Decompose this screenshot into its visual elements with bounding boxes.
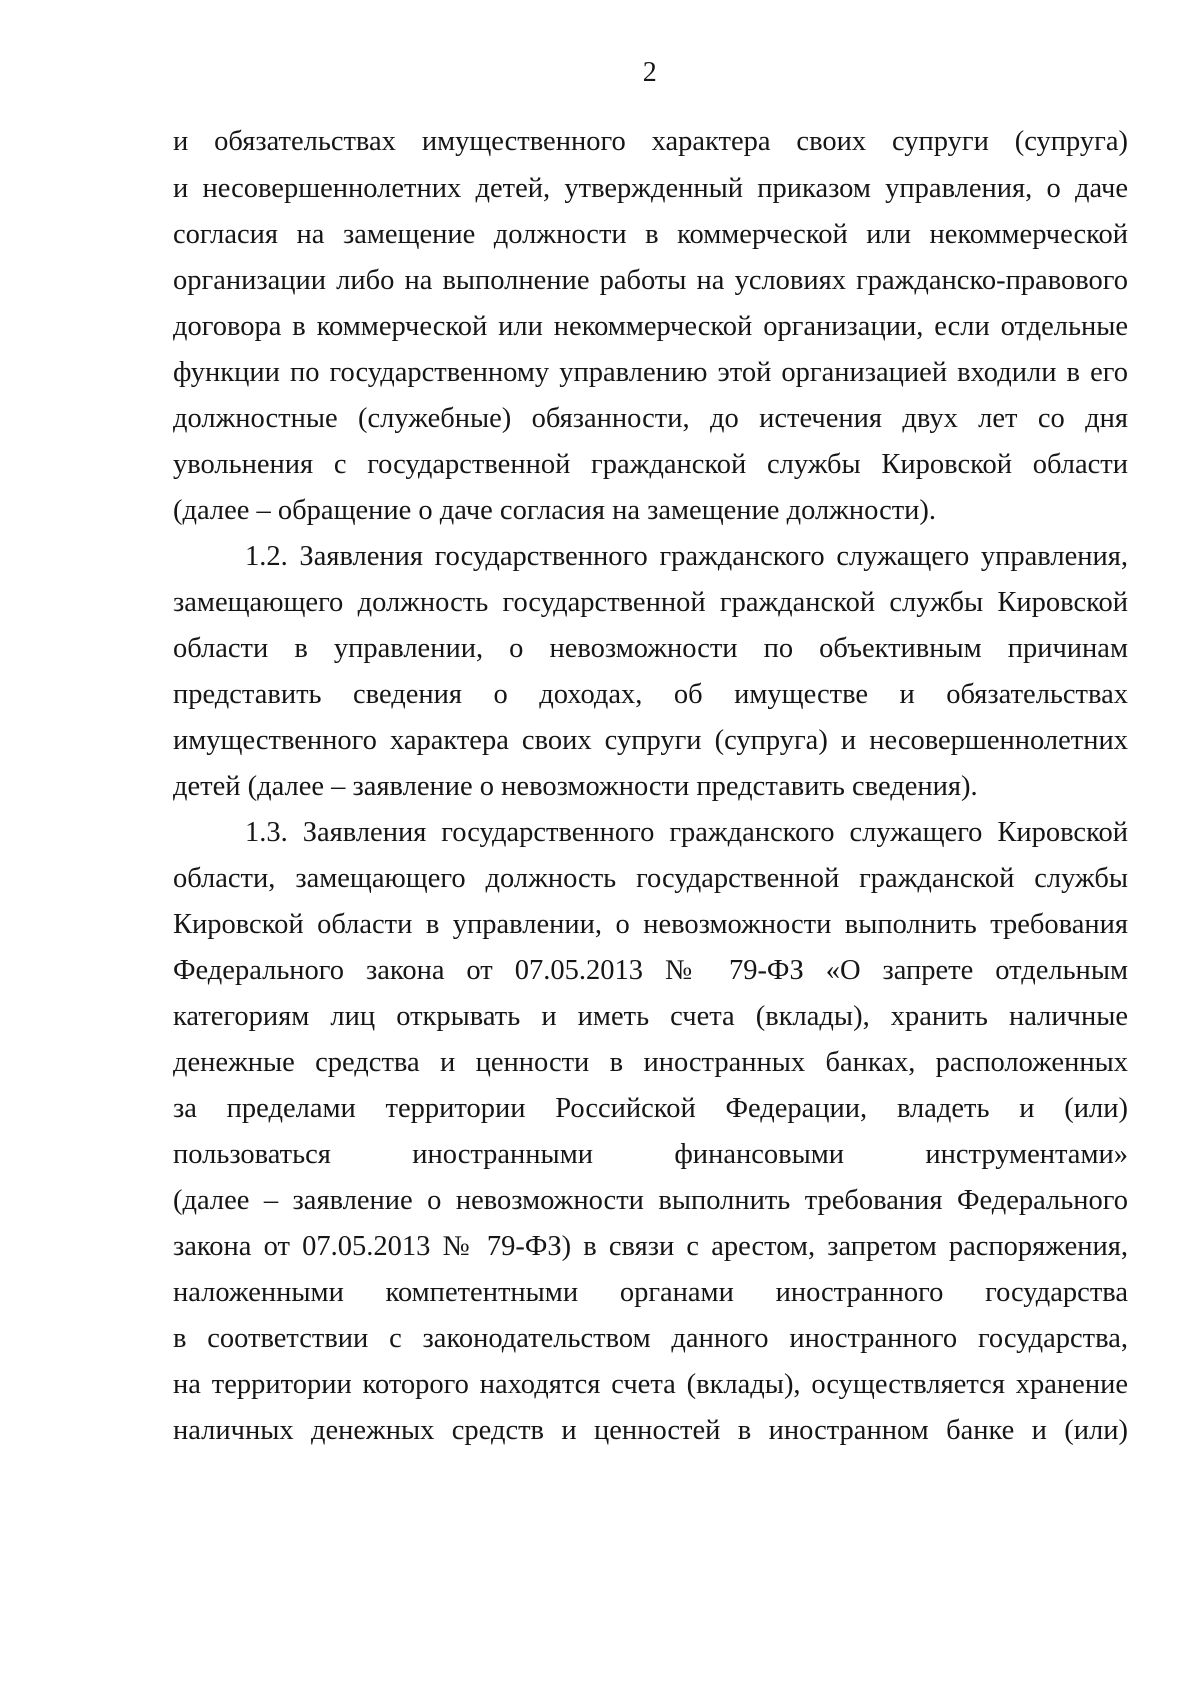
text-line: увольнения с государственной гражданской службы Кировской области <box>173 449 1128 480</box>
text-line: замещающего должность государственной гражданской службы Кировской <box>173 587 1128 618</box>
text-line: Кировской области в управлении, о невозможности выполнить требования <box>173 909 1128 940</box>
text-line: денежные средства и ценности в иностранных банках, расположенных <box>173 1047 1128 1078</box>
text-line: представить сведения о доходах, об имуществе и обязательствах <box>173 679 1128 710</box>
text-line: функции по государственному управлению этой организацией входили в его <box>173 357 1128 388</box>
page-number: 2 <box>642 57 658 88</box>
text-line: детей (далее – заявление о невозможности представить сведения). <box>173 771 978 802</box>
text-line: в соответствии с законодательством данного иностранного государства, <box>173 1323 1128 1354</box>
text-line: пользоваться иностранными финансовыми инструментами» <box>173 1139 1128 1170</box>
text-line: и обязательствах имущественного характера своих супруги (супруга) <box>173 126 1128 157</box>
text-line: (далее – заявление о невозможности выполнить требования Федерального <box>173 1185 1128 1216</box>
text-line: наличных денежных средств и ценностей в иностранном банке и (или) <box>173 1415 1128 1446</box>
paragraph-first-line: 1.3. Заявления государственного гражданского служащего Кировской <box>245 817 1128 848</box>
text-line: области, замещающего должность государственной гражданской службы <box>173 863 1128 894</box>
text-line: категориям лиц открывать и иметь счета (вклады), хранить наличные <box>173 1001 1128 1032</box>
text-line: области в управлении, о невозможности по объективным причинам <box>173 633 1128 664</box>
text-line: и несовершеннолетних детей, утвержденный приказом управления, о даче <box>173 173 1128 204</box>
text-line: имущественного характера своих супруги (супруга) и несовершеннолетних <box>173 725 1128 756</box>
paragraph-first-line: 1.2. Заявления государственного гражданского служащего управления, <box>245 541 1128 572</box>
text-line: согласия на замещение должности в коммерческой или некоммерческой <box>173 219 1128 250</box>
text-line: Федерального закона от 07.05.2013 № 79-ФЗ «О запрете отдельным <box>173 955 1128 986</box>
text-line: закона от 07.05.2013 № 79-ФЗ) в связи с арестом, запретом распоряжения, <box>173 1231 1128 1262</box>
text-line: наложенными компетентными органами иностранного государства <box>173 1277 1128 1308</box>
text-line: на территории которого находятся счета (вклады), осуществляется хранение <box>173 1369 1128 1400</box>
text-line: договора в коммерческой или некоммерческой организации, если отдельные <box>173 311 1128 342</box>
text-line: (далее – обращение о даче согласия на замещение должности). <box>173 495 937 526</box>
text-line: организации либо на выполнение работы на условиях гражданско-правового <box>173 265 1128 296</box>
text-line: должностные (служебные) обязанности, до истечения двух лет со дня <box>173 403 1128 434</box>
text-line: за пределами территории Российской Федерации, владеть и (или) <box>173 1093 1128 1124</box>
